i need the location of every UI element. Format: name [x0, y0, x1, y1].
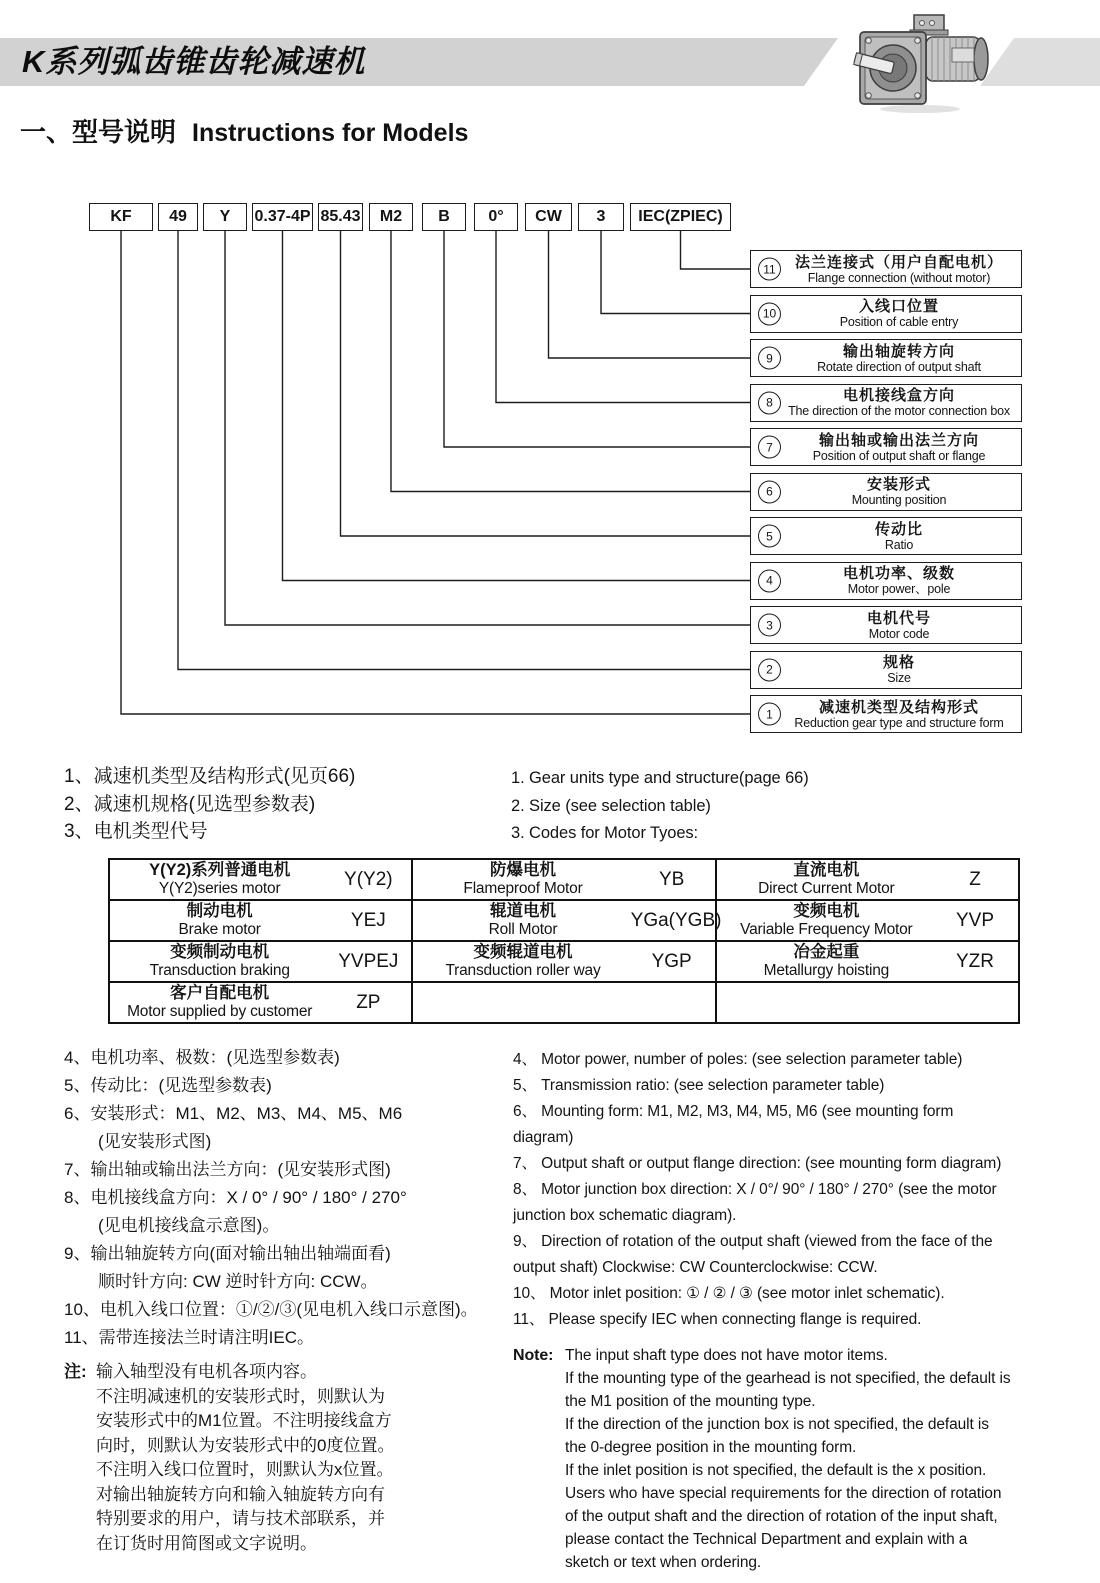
note-line-zh: 向时，则默认为安装形式中的0度位置。	[96, 1435, 395, 1455]
table-cell	[412, 982, 715, 1023]
note-line-en: If the mounting type of the gearhead is not specified, the default is	[565, 1370, 1011, 1387]
callout-number-badge: 11	[758, 258, 781, 281]
callout-number-badge: 6	[758, 480, 781, 503]
detail-item-zh: 7、输出轴或输出法兰方向：(见安装形式图)	[64, 1160, 391, 1179]
connector-line	[601, 231, 750, 314]
connector-line	[178, 231, 750, 670]
nameplate-shape	[952, 48, 974, 62]
motor-type-label-zh: 客户自配电机	[170, 984, 270, 1002]
motor-type-cell	[415, 860, 712, 899]
table-cell	[109, 859, 412, 900]
note-line-zh: 输入轴型没有电机各项内容。	[96, 1362, 317, 1381]
detail-item-en: output shaft) Clockwise: CW Counterclockwise: CCW.	[513, 1259, 878, 1276]
intro-item-en: 2. Size (see selection table)	[511, 796, 711, 815]
callout-label-zh: 电机功率、级数	[842, 565, 955, 582]
motor-type-label	[719, 902, 934, 939]
motor-type-cell	[415, 901, 722, 940]
detail-item-en: junction box schematic diagram).	[513, 1207, 737, 1224]
intro-item-zh: 1、减速机类型及结构形式(见页66)	[64, 766, 356, 787]
connector-line	[496, 231, 750, 403]
detail-item-en: 6、 Mounting form: M1, M2, M3, M4, M5, M6 (see mounting form	[513, 1103, 954, 1120]
detail-item-en: 5、 Transmission ratio: (see selection parameter table)	[513, 1077, 885, 1094]
detail-item-en: 4、 Motor power, number of poles: (see selection parameter table)	[513, 1051, 963, 1068]
detail-item-zh: 8、电机接线盒方向：X / 0° / 90° / 180° / 270°	[64, 1188, 407, 1207]
motor-type-label	[415, 943, 630, 980]
connector-line	[444, 231, 750, 447]
connector-line	[225, 231, 750, 625]
fan-cover-shape	[974, 38, 988, 80]
note-label-zh: 注:	[64, 1362, 87, 1381]
motor-type-label-en: Direct Current Motor	[758, 880, 895, 897]
motor-type-label-en: Brake motor	[178, 921, 261, 938]
motor-type-label-zh: 变频电机	[793, 902, 860, 920]
section-title-en: Instructions for Models	[192, 119, 469, 147]
motor-type-label-en: Flameproof Motor	[463, 880, 583, 897]
note-line-en: the 0-degree position in the mounting form.	[565, 1439, 857, 1456]
note-line-en: If the inlet position is not specified, the default is the x position.	[565, 1462, 987, 1479]
motor-type-code: Z	[969, 868, 981, 890]
motor-type-label-en: Metallurgy hoisting	[763, 962, 890, 979]
code-box-m2: M2	[369, 203, 413, 231]
code-box-iec-zpiec-: IEC(ZPIEC)	[630, 203, 731, 231]
motor-type-label-zh: 直流电机	[793, 861, 860, 879]
callout-label-zh: 电机接线盒方向	[842, 387, 955, 404]
callout-box-9	[750, 339, 1022, 377]
callout-number-badge: 8	[758, 391, 781, 414]
callout-label-en: Position of output shaft or flange	[812, 448, 986, 463]
callout-label-zh: 电机代号	[866, 609, 931, 627]
callout-box-10	[750, 295, 1022, 333]
motor-type-code: ZP	[356, 991, 381, 1013]
page-title: K系列弧齿锥齿轮减速机	[22, 44, 366, 79]
intro-item-en: 3. Codes for Motor Tyoes:	[511, 824, 699, 842]
detail-item-zh: 4、电机功率、极数：(见选型参数表)	[64, 1048, 340, 1067]
detail-item-zh: 6、安装形式：M1、M2、M3、M4、M5、M6	[64, 1104, 403, 1123]
motor-type-code: YVPEJ	[338, 950, 399, 972]
motor-type-label-zh: Y(Y2)系列普通电机	[149, 861, 291, 879]
callout-box-4	[750, 562, 1022, 600]
detail-item-zh: 11、需带连接法兰时请注明IEC。	[64, 1328, 314, 1347]
motor-type-label-en: Motor supplied by customer	[127, 1003, 313, 1020]
note-line-en: of the output shaft and the direction of rotation of the input shaft,	[565, 1508, 998, 1525]
detail-item-en: 8、 Motor junction box direction: X / 0°/ 90° / 180° / 270° (see the motor	[513, 1181, 997, 1198]
note-line-zh: 特别要求的用户，请与技术部联系，并	[96, 1509, 385, 1528]
motor-type-code: Y(Y2)	[344, 868, 393, 890]
callout-label-en: Reduction gear type and structure form	[794, 715, 1004, 730]
callout-number-badge: 1	[758, 703, 781, 726]
connector-line	[283, 231, 751, 581]
intro-list-en	[511, 765, 809, 848]
code-box-0-37-4p: 0.37-4P	[252, 203, 313, 231]
motor-type-cell	[719, 901, 1016, 940]
callout-text	[751, 654, 1021, 685]
note-line-en: The input shaft type does not have motor items.	[565, 1347, 888, 1364]
callout-label-en: Rotate direction of output shaft	[817, 359, 981, 374]
motor-type-cell	[415, 983, 712, 1022]
motor-type-cell	[112, 860, 409, 899]
callout-label-zh: 安装形式	[866, 476, 931, 493]
junction-box-shape	[914, 15, 944, 32]
code-box-kf: KF	[89, 203, 153, 231]
callout-text	[751, 387, 1021, 418]
callout-label-en: Position of cable entry	[839, 315, 959, 329]
motor-type-code: YGa(YGB)	[630, 909, 722, 931]
motor-type-label	[112, 902, 327, 939]
callout-text	[751, 476, 1021, 507]
intro-item-zh: 2、减速机规格(见选型参数表)	[64, 793, 316, 815]
motor-type-cell	[719, 983, 1016, 1022]
motor-type-label-en: Transduction roller way	[445, 962, 601, 979]
callout-label-en: Motor power、pole	[847, 582, 951, 596]
connector-line	[121, 231, 750, 714]
note-line-en: the M1 position of the mounting type.	[565, 1393, 816, 1410]
callout-box-1	[750, 695, 1022, 733]
callout-label-zh: 传动比	[874, 520, 923, 538]
motor-type-cell	[719, 860, 1016, 899]
callout-text	[751, 565, 1021, 596]
motor-type-label-zh: 变频制动电机	[170, 943, 270, 961]
callout-text	[751, 432, 1021, 463]
motor-type-label	[112, 943, 327, 980]
callout-label-zh: 减速机类型及结构形式	[818, 698, 979, 716]
note-line-en: Users who have special requirements for the direction of rotation	[565, 1485, 1002, 1502]
callout-text	[751, 343, 1021, 374]
callout-text	[751, 254, 1021, 285]
code-box-cw: CW	[525, 203, 572, 231]
detail-item-zh: 5、传动比：(见选型参数表)	[64, 1076, 272, 1095]
code-box-b: B	[422, 203, 466, 231]
motor-type-label	[112, 861, 327, 898]
detail-item-zh: (见电机接线盒示意图)。	[98, 1216, 280, 1235]
code-box-85-43: 85.43	[318, 203, 363, 231]
detail-item-zh: 9、输出轴旋转方向(面对输出轴出轴端面看)	[64, 1244, 391, 1263]
motor-type-cell	[719, 942, 1016, 981]
motor-type-label-zh: 辊道电机	[489, 902, 556, 920]
detail-item-zh: 10、电机入线口位置：①/②/③(见电机入线口示意图)。	[64, 1300, 478, 1319]
connector-line	[391, 231, 750, 492]
motor-type-code: YZR	[956, 950, 994, 972]
callout-box-11	[750, 250, 1022, 288]
table-cell	[716, 941, 1019, 982]
detail-item-zh: (见安装形式图)	[98, 1132, 212, 1151]
table-cell	[716, 900, 1019, 941]
callout-text	[751, 521, 1021, 552]
model-code-diagram	[0, 190, 1100, 746]
table-cell	[109, 900, 412, 941]
table-cell	[716, 859, 1019, 900]
callout-number-badge: 5	[758, 525, 781, 548]
callout-number-badge: 10	[758, 302, 781, 325]
callout-label-zh: 输出轴旋转方向	[842, 342, 955, 360]
note-lines-en	[565, 1344, 1010, 1574]
callout-label-en: The direction of the motor connection box	[788, 404, 1010, 418]
motor-type-code-table	[108, 858, 1020, 1024]
motor-type-label-zh: 变频辊道电机	[473, 943, 573, 961]
table-cell	[716, 982, 1019, 1023]
motor-type-label-en: Y(Y2)series motor	[158, 880, 281, 897]
note-label-en: Note:	[513, 1347, 554, 1364]
connector-line	[549, 231, 751, 358]
callout-label-en: Ratio	[884, 537, 914, 552]
motor-type-label-zh: 冶金起重	[793, 943, 860, 961]
table-row	[109, 941, 1019, 982]
table-row	[109, 859, 1019, 900]
note-line-zh: 在订货时用简图或文字说明。	[96, 1533, 317, 1553]
callout-number-badge: 9	[758, 347, 781, 370]
intro-item-zh: 3、电机类型代号	[64, 821, 208, 842]
motor-type-cell	[112, 942, 409, 981]
motor-type-label	[719, 861, 934, 898]
detail-item-en: 9、 Direction of rotation of the output shaft (viewed from the face of the	[513, 1233, 993, 1250]
callout-number-badge: 3	[758, 614, 781, 637]
motor-type-code: YEJ	[350, 909, 386, 931]
note-line-en: sketch or text when ordering.	[565, 1554, 762, 1571]
detail-item-zh: 顺时针方向: CW 逆时针方向: CCW。	[98, 1272, 378, 1291]
callout-box-5	[750, 517, 1022, 555]
section-title	[20, 112, 468, 149]
section-title-zh: 一、型号说明	[20, 117, 177, 147]
detail-list-en	[513, 1047, 1059, 1574]
intro-item-en: 1. Gear units type and structure(page 66)	[511, 769, 809, 787]
callout-label-en: Size	[887, 671, 911, 685]
note-block-en	[513, 1344, 1059, 1574]
code-box-0-: 0°	[474, 203, 518, 231]
motor-type-code: YB	[658, 868, 685, 890]
motor-type-label-zh: 防爆电机	[489, 861, 556, 879]
callout-box-8	[750, 384, 1022, 422]
note-line-zh: 对输出轴旋转方向和输入轴旋转方向有	[96, 1484, 385, 1504]
motor-type-label	[112, 984, 327, 1021]
callout-box-6	[750, 473, 1022, 511]
detail-item-en: 7、 Output shaft or output flange direction: (see mounting form diagram)	[513, 1155, 1002, 1172]
motor-type-label	[415, 861, 630, 898]
motor-type-cell	[415, 942, 712, 981]
callout-number-badge: 7	[758, 436, 781, 459]
note-block-zh	[64, 1360, 520, 1556]
callout-text	[751, 699, 1021, 730]
note-line-en: If the direction of the junction box is not specified, the default is	[565, 1416, 989, 1433]
callout-box-7	[750, 428, 1022, 466]
detail-list-zh	[64, 1044, 520, 1556]
intro-list-zh	[64, 763, 355, 846]
callout-number-badge: 4	[758, 569, 781, 592]
table-row	[109, 900, 1019, 941]
callout-label-en: Flange connection (without motor)	[807, 270, 991, 285]
motor-type-label	[415, 902, 630, 939]
callout-box-2	[750, 651, 1022, 689]
table-cell	[412, 941, 715, 982]
table-cell	[109, 982, 412, 1023]
motor-type-cell	[112, 983, 409, 1022]
motor-type-code: YGP	[651, 950, 692, 972]
callout-box-3	[750, 606, 1022, 644]
gearmotor-product-image	[848, 12, 1010, 114]
callout-label-en: Motor code	[868, 626, 930, 641]
motor-type-label	[719, 943, 934, 980]
callout-label-zh: 入线口位置	[858, 298, 939, 315]
motor-type-label-en: Variable Frequency Motor	[740, 921, 913, 938]
callout-text	[751, 610, 1021, 641]
detail-item-en: 11、 Please specify IEC when connecting flange is required.	[513, 1311, 922, 1328]
table-cell	[412, 859, 715, 900]
motor-type-label-en: Roll Motor	[488, 921, 558, 938]
table-row	[109, 982, 1019, 1023]
callout-number-badge: 2	[758, 658, 781, 681]
callout-label-zh: 规格	[882, 654, 915, 671]
connector-line	[681, 231, 751, 269]
table-cell	[412, 900, 722, 941]
code-box-y: Y	[203, 203, 247, 231]
detail-item-en: diagram)	[513, 1129, 574, 1146]
callout-label-zh: 输出轴或输出法兰方向	[818, 431, 979, 449]
callout-label-en: Mounting position	[851, 493, 947, 507]
table-cell	[109, 941, 412, 982]
note-line-zh: 不注明入线口位置时，则默认为x位置。	[96, 1460, 394, 1479]
code-box-3: 3	[578, 203, 624, 231]
note-line-zh: 不注明减速机的安装形式时，则默认为	[96, 1386, 385, 1406]
motor-type-cell	[112, 901, 409, 940]
motor-type-label-zh: 制动电机	[186, 902, 253, 920]
callout-text	[751, 298, 1021, 329]
note-line-zh: 安装形式中的M1位置。不注明接线盒方	[96, 1411, 392, 1430]
code-box-49: 49	[158, 203, 198, 231]
motor-type-code: YVP	[955, 909, 995, 931]
motor-type-label-en: Transduction braking	[149, 962, 290, 979]
callout-label-zh: 法兰连接式（用户自配电机）	[794, 253, 1003, 271]
connector-line	[341, 231, 751, 536]
note-line-en: please contact the Technical Department and explain with a	[565, 1531, 968, 1548]
note-lines-zh	[96, 1360, 394, 1556]
detail-item-en: 10、 Motor inlet position: ① / ② / ③ (see motor inlet schematic).	[513, 1285, 945, 1302]
